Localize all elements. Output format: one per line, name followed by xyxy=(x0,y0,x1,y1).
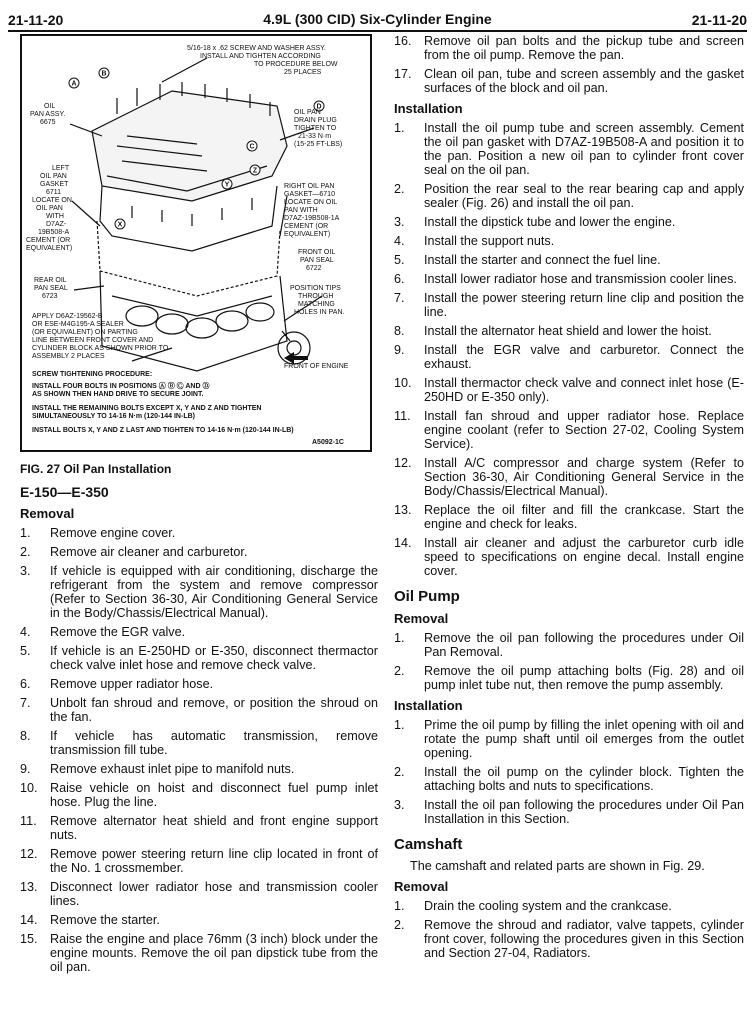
engine-illustration xyxy=(22,36,370,450)
callout-b: B xyxy=(101,70,107,78)
step-number: 14. xyxy=(20,913,38,927)
step-text: Remove the oil pump attaching bolts (Fig. 28) and oil pump inlet tube nut, then remove the pump assembly. xyxy=(424,664,744,692)
list-item xyxy=(20,625,378,639)
removal-steps xyxy=(20,526,378,974)
fig-label: 19B508-A xyxy=(38,229,70,236)
fig-label: 6722 xyxy=(306,265,322,272)
step-number: 7. xyxy=(20,696,31,710)
fig-label: 5/16-18 x .62 SCREW AND WASHER ASSY. xyxy=(187,45,326,52)
fig-label: FRONT OIL xyxy=(298,249,336,256)
step-number: 5. xyxy=(20,644,31,658)
step-number: 1. xyxy=(394,631,405,645)
step-text: Disconnect lower radiator hose and transmission cooler lines. xyxy=(50,880,378,908)
step-number: 13. xyxy=(20,880,38,894)
step-number: 4. xyxy=(20,625,31,639)
list-item xyxy=(20,644,378,672)
step-text: Replace the oil filter and fill the crankcase. Start the engine and check for leaks. xyxy=(424,503,744,531)
list-item xyxy=(394,456,744,498)
list-item xyxy=(20,677,378,691)
fig-label: 25 PLACES xyxy=(284,69,322,76)
list-item xyxy=(20,526,378,540)
step-text: If vehicle has automatic transmission, remove transmission fill tube. xyxy=(50,729,378,757)
removal-heading: Removal xyxy=(20,506,75,521)
list-item xyxy=(20,762,378,776)
step-text: Install the oil pump on the cylinder block. Tighten the attaching bolts and nuts to specifications. xyxy=(424,765,744,793)
step-number: 10. xyxy=(20,781,38,795)
step-text: Remove power steering return line clip located in front of the No. 1 crossmember. xyxy=(50,847,378,875)
fig-label: DRAIN PLUG xyxy=(294,117,337,124)
figure-caption: FIG. 27 Oil Pan Installation xyxy=(20,462,172,476)
list-item xyxy=(394,918,744,960)
fig-procedure: INSTALL THE REMAINING BOLTS EXCEPT X, Y AND Z AND TIGHTEN xyxy=(32,405,262,412)
step-text: Prime the oil pump by filling the inlet opening with oil and rotate the pump shaft until oil emerges from the outlet opening. xyxy=(424,718,744,760)
oil-pump-installation-heading: Installation xyxy=(394,698,463,713)
step-number: 2. xyxy=(20,545,31,559)
fig-label: (OR EQUIVALENT) ON PARTING xyxy=(32,329,138,336)
list-item xyxy=(394,67,744,95)
fig-label: (15-25 FT-LBS) xyxy=(294,141,343,148)
fig-label: TO PROCEDURE BELOW xyxy=(254,61,338,68)
camshaft-removal-heading: Removal xyxy=(394,879,449,894)
step-text: If vehicle is an E-250HD or E-350, disconnect thermactor check valve inlet hose and remove check valve. xyxy=(50,644,378,672)
step-number: 3. xyxy=(20,564,31,578)
step-number: 9. xyxy=(20,762,31,776)
step-number: 7. xyxy=(394,291,405,305)
installation-steps xyxy=(394,121,744,578)
fig-label: ASSEMBLY 2 PLACES xyxy=(32,353,105,360)
oil-pump-removal-steps xyxy=(394,631,744,692)
list-item xyxy=(394,272,744,286)
oil-pump-installation-steps xyxy=(394,718,744,826)
step-number: 9. xyxy=(394,343,405,357)
page-number-right: 21-11-20 xyxy=(691,12,747,28)
fig-label: LEFT xyxy=(52,165,70,172)
fig-label: CEMENT (OR xyxy=(26,237,71,244)
list-item xyxy=(394,718,744,760)
section-heading: E-150—E-350 xyxy=(20,484,109,500)
list-item xyxy=(20,781,378,809)
fig-label: 6711 xyxy=(46,189,62,196)
camshaft-intro: The camshaft and related parts are shown in Fig. 29. xyxy=(410,859,705,873)
fig-label: WITH xyxy=(46,213,64,220)
step-text: Unbolt fan shroud and remove, or position the shroud on the fan. xyxy=(50,696,378,724)
step-text: Install the power steering return line clip and position the line. xyxy=(424,291,744,319)
step-text: Install the EGR valve and carburetor. Connect the exhaust. xyxy=(424,343,744,371)
step-number: 11. xyxy=(20,814,37,828)
fig-label: LOCATE ON OIL xyxy=(284,199,338,206)
step-number: 17. xyxy=(394,67,412,81)
fig-label: RIGHT OIL PAN xyxy=(284,183,335,190)
step-number: 5. xyxy=(394,253,405,267)
step-number: 1. xyxy=(20,526,31,540)
step-number: 1. xyxy=(394,899,405,913)
list-item xyxy=(394,182,744,210)
step-text: If vehicle is equipped with air conditioning, discharge the refrigerant from the system and remove compressor (Refer to Section 36-30, Air Conditioning General Service in the Body/Chassis/Electrical Manual). xyxy=(50,564,378,620)
list-item xyxy=(394,798,744,826)
step-number: 2. xyxy=(394,664,405,678)
list-item xyxy=(394,343,744,371)
fig-label: OR ESE-M4G195-A SEALER xyxy=(32,321,124,328)
list-item xyxy=(20,847,378,875)
list-item xyxy=(394,899,744,913)
step-number: 3. xyxy=(394,215,405,229)
step-text: Install the oil pan following the procedures under Oil Pan Installation in this Section. xyxy=(424,798,744,826)
fig-label: THROUGH xyxy=(298,293,334,300)
callout-y: Y xyxy=(224,181,230,189)
fig-label: PAN WITH xyxy=(284,207,318,214)
step-text: Remove exhaust inlet pipe to manifold nuts. xyxy=(50,762,295,776)
list-item xyxy=(394,121,744,177)
fig-label: LOCATE ON xyxy=(32,197,72,204)
step-text: Clean oil pan, tube and screen assembly and the gasket surfaces of the block and oil pan. xyxy=(424,67,744,95)
step-number: 1. xyxy=(394,121,405,135)
fig-procedure: SCREW TIGHTENING PROCEDURE: xyxy=(32,371,153,378)
installation-heading: Installation xyxy=(394,101,463,116)
page-header xyxy=(8,6,747,32)
step-number: 6. xyxy=(394,272,405,286)
step-text: Install the support nuts. xyxy=(424,234,555,248)
step-text: Remove the starter. xyxy=(50,913,160,927)
step-text: Install A/C compressor and charge system (Refer to Section 36-30, Air Conditioning General Service in the Body/Chassis/Electrical Manual). xyxy=(424,456,744,498)
fig-label: D7AZ- xyxy=(46,221,67,228)
list-item xyxy=(394,234,744,248)
step-text: Remove the shroud and radiator, valve tappets, cylinder front cover, following the procedures given in this Section and Section 27-04, Radiators. xyxy=(424,918,744,960)
step-text: Remove upper radiator hose. xyxy=(50,677,214,691)
fig-label: OIL xyxy=(44,103,56,110)
step-number: 12. xyxy=(394,456,412,470)
step-number: 8. xyxy=(20,729,31,743)
list-item xyxy=(394,34,744,62)
camshaft-heading: Camshaft xyxy=(394,836,463,853)
fig-label: PAN ASSY. xyxy=(30,111,66,118)
list-item xyxy=(394,631,744,659)
step-text: Remove engine cover. xyxy=(50,526,176,540)
list-item xyxy=(20,913,378,927)
step-number: 2. xyxy=(394,918,405,932)
fig-label: 21-33 N·m xyxy=(298,133,332,140)
step-number: 8. xyxy=(394,324,405,338)
step-number: 2. xyxy=(394,765,405,779)
step-text: Remove oil pan bolts and the pickup tube and screen from the oil pump. Remove the pan. xyxy=(424,34,744,62)
camshaft-removal-steps xyxy=(394,899,744,960)
step-text: Remove the oil pan following the procedures under Oil Pan Removal. xyxy=(424,631,744,659)
fig-label: EQUIVALENT) xyxy=(284,231,331,238)
fig-label: HOLES IN PAN. xyxy=(294,309,345,316)
fig-label: PAN SEAL xyxy=(34,285,68,292)
fig-label: POSITION TIPS xyxy=(290,285,341,292)
fig-label: MATCHING xyxy=(298,301,335,308)
front-of-engine-label: FRONT OF ENGINE xyxy=(284,363,349,370)
step-text: Install air cleaner and adjust the carburetor curb idle speed to specifications on engine decal. Install engine cover. xyxy=(424,536,744,578)
step-text: Install fan shroud and upper radiator hose. Replace engine coolant (refer to Section 27-02, Cooling System Service). xyxy=(424,409,744,451)
right-column xyxy=(394,34,744,965)
step-number: 3. xyxy=(394,798,405,812)
callout-x: X xyxy=(117,221,123,229)
step-text: Remove alternator heat shield and front engine support nuts. xyxy=(50,814,378,842)
fig-label: INSTALL AND TIGHTEN ACCORDING xyxy=(200,53,321,60)
step-text: Raise vehicle on hoist and disconnect fuel pump inlet hose. Plug the line. xyxy=(50,781,378,809)
fig-label: 6723 xyxy=(42,293,58,300)
step-number: 12. xyxy=(20,847,38,861)
left-column xyxy=(20,34,378,979)
step-text: Remove air cleaner and carburetor. xyxy=(50,545,248,559)
list-item xyxy=(20,545,378,559)
step-number: 14. xyxy=(394,536,412,550)
callout-a: A xyxy=(71,80,77,88)
list-item xyxy=(20,729,378,757)
step-number: 1. xyxy=(394,718,405,732)
list-item xyxy=(394,536,744,578)
step-number: 2. xyxy=(394,182,405,196)
list-item xyxy=(20,814,378,842)
fig-procedure: AS SHOWN THEN HAND DRIVE TO SECURE JOINT. xyxy=(32,391,204,398)
list-item xyxy=(394,291,744,319)
fig-code: A5092-1C xyxy=(312,439,344,446)
continued-steps xyxy=(394,34,744,95)
step-number: 10. xyxy=(394,376,412,390)
fig-label: OIL PAN xyxy=(36,205,63,212)
step-text: Raise the engine and place 76mm (3 inch) block under the engine mounts. Remove the oil pan dipstick tube from the oil pan. xyxy=(50,932,378,974)
step-number: 13. xyxy=(394,503,412,517)
fig-label: REAR OIL xyxy=(34,277,67,284)
fig-label: CEMENT (OR xyxy=(284,223,329,230)
step-number: 15. xyxy=(20,932,38,946)
callout-z: Z xyxy=(252,167,258,175)
list-item xyxy=(20,696,378,724)
fig-label: TIGHTEN TO xyxy=(294,125,337,132)
list-item xyxy=(394,664,744,692)
oil-pump-heading: Oil Pump xyxy=(394,588,460,605)
step-text: Install the dipstick tube and lower the engine. xyxy=(424,215,676,229)
step-text: Install the oil pump tube and screen assembly. Cement the oil pan gasket with D7AZ-19B508-A and position it to the pan. Position a new oil pan to cylinder front cover seal on the oil pan. xyxy=(424,121,744,177)
step-number: 4. xyxy=(394,234,405,248)
fig-label: GASKET xyxy=(40,181,69,188)
fig-label: CYLINDER BLOCK AS SHOWN PRIOR TO xyxy=(32,345,169,352)
fig-procedure: INSTALL BOLTS X, Y AND Z LAST AND TIGHTEN TO 14-16 N·m (120-144 IN-LB) xyxy=(32,427,294,434)
fig-label: 6675 xyxy=(40,119,56,126)
fig-label: PAN SEAL xyxy=(300,257,334,264)
list-item xyxy=(20,564,378,620)
oil-pan-figure xyxy=(20,34,372,452)
list-item xyxy=(394,409,744,451)
step-number: 11. xyxy=(394,409,411,423)
list-item xyxy=(394,376,744,404)
fig-label: EQUIVALENT) xyxy=(26,245,73,252)
step-text: Install the alternator heat shield and lower the hoist. xyxy=(424,324,712,338)
fig-procedure: INSTALL FOUR BOLTS IN POSITIONS Ⓐ Ⓑ Ⓒ AND Ⓓ xyxy=(32,383,210,390)
fig-label: GASKET—6710 xyxy=(284,191,335,198)
step-text: Install thermactor check valve and connect inlet hose (E-250HD or E-350 only). xyxy=(424,376,744,404)
fig-label: D7AZ-19B508-1A xyxy=(284,215,340,222)
callout-d: D xyxy=(316,103,322,111)
list-item xyxy=(394,253,744,267)
list-item xyxy=(20,880,378,908)
step-text: Drain the cooling system and the crankcase. xyxy=(424,899,672,913)
step-text: Install lower radiator hose and transmission cooler lines. xyxy=(424,272,737,286)
list-item xyxy=(20,932,378,974)
list-item xyxy=(394,765,744,793)
step-text: Position the rear seal to the rear bearing cap and apply sealer (Fig. 26) and install the oil pan. xyxy=(424,182,744,210)
fig-label: OIL PAN xyxy=(40,173,67,180)
callout-c: C xyxy=(249,143,255,151)
fig-label: LINE BETWEEN FRONT COVER AND xyxy=(32,337,154,344)
step-number: 6. xyxy=(20,677,31,691)
list-item xyxy=(394,324,744,338)
step-text: Install the starter and connect the fuel line. xyxy=(424,253,661,267)
fig-label: OIL PAN xyxy=(294,109,321,116)
list-item xyxy=(394,503,744,531)
step-number: 16. xyxy=(394,34,412,48)
step-text: Remove the EGR valve. xyxy=(50,625,186,639)
oil-pump-removal-heading: Removal xyxy=(394,611,449,626)
page-number-left: 21-11-20 xyxy=(8,12,64,28)
fig-label: APPLY D6AZ-19562-B xyxy=(32,313,103,320)
list-item xyxy=(394,215,744,229)
page-title: 4.9L (300 CID) Six-Cylinder Engine xyxy=(263,11,492,27)
fig-procedure: SIMULTANEOUSLY TO 14-16 N·m (120-144 IN-LB) xyxy=(32,413,195,420)
